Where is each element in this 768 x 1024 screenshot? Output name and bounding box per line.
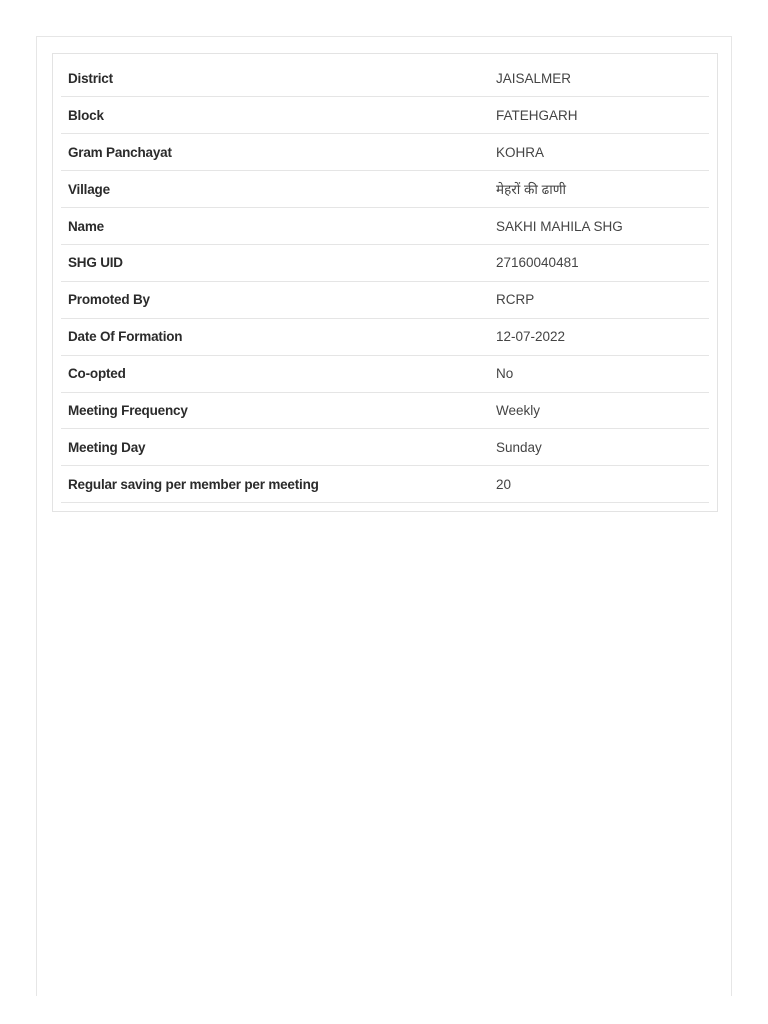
regular-saving-label: Regular saving per member per meeting	[61, 466, 488, 503]
block-label: Block	[61, 97, 488, 134]
page-card	[36, 36, 732, 996]
row-co-opted	[61, 355, 709, 392]
meeting-day-value: Sunday	[488, 429, 709, 466]
regular-saving-value: 20	[488, 466, 709, 503]
block-value: FATEHGARH	[488, 97, 709, 134]
row-regular-saving	[61, 466, 709, 503]
shg-uid-value: 27160040481	[488, 244, 709, 281]
row-meeting-day	[61, 429, 709, 466]
row-block	[61, 97, 709, 134]
co-opted-value: No	[488, 355, 709, 392]
row-meeting-frequency	[61, 392, 709, 429]
row-gram-panchayat	[61, 134, 709, 171]
date-of-formation-value: 12-07-2022	[488, 318, 709, 355]
promoted-by-label: Promoted By	[61, 281, 488, 318]
date-of-formation-label: Date Of Formation	[61, 318, 488, 355]
row-village	[61, 171, 709, 208]
shg-details-table	[61, 60, 709, 503]
shg-details-panel	[52, 53, 718, 512]
row-date-of-formation	[61, 318, 709, 355]
meeting-frequency-value: Weekly	[488, 392, 709, 429]
gram-panchayat-value: KOHRA	[488, 134, 709, 171]
row-shg-uid	[61, 244, 709, 281]
row-promoted-by	[61, 281, 709, 318]
gram-panchayat-label: Gram Panchayat	[61, 134, 488, 171]
village-value: मेहरों की ढाणी	[488, 171, 709, 208]
shg-uid-label: SHG UID	[61, 244, 488, 281]
name-label: Name	[61, 208, 488, 245]
meeting-frequency-label: Meeting Frequency	[61, 392, 488, 429]
district-label: District	[61, 60, 488, 97]
meeting-day-label: Meeting Day	[61, 429, 488, 466]
village-label: Village	[61, 171, 488, 208]
promoted-by-value: RCRP	[488, 281, 709, 318]
district-value: JAISALMER	[488, 60, 709, 97]
co-opted-label: Co-opted	[61, 355, 488, 392]
row-district	[61, 60, 709, 97]
row-name	[61, 208, 709, 245]
name-value: SAKHI MAHILA SHG	[488, 208, 709, 245]
